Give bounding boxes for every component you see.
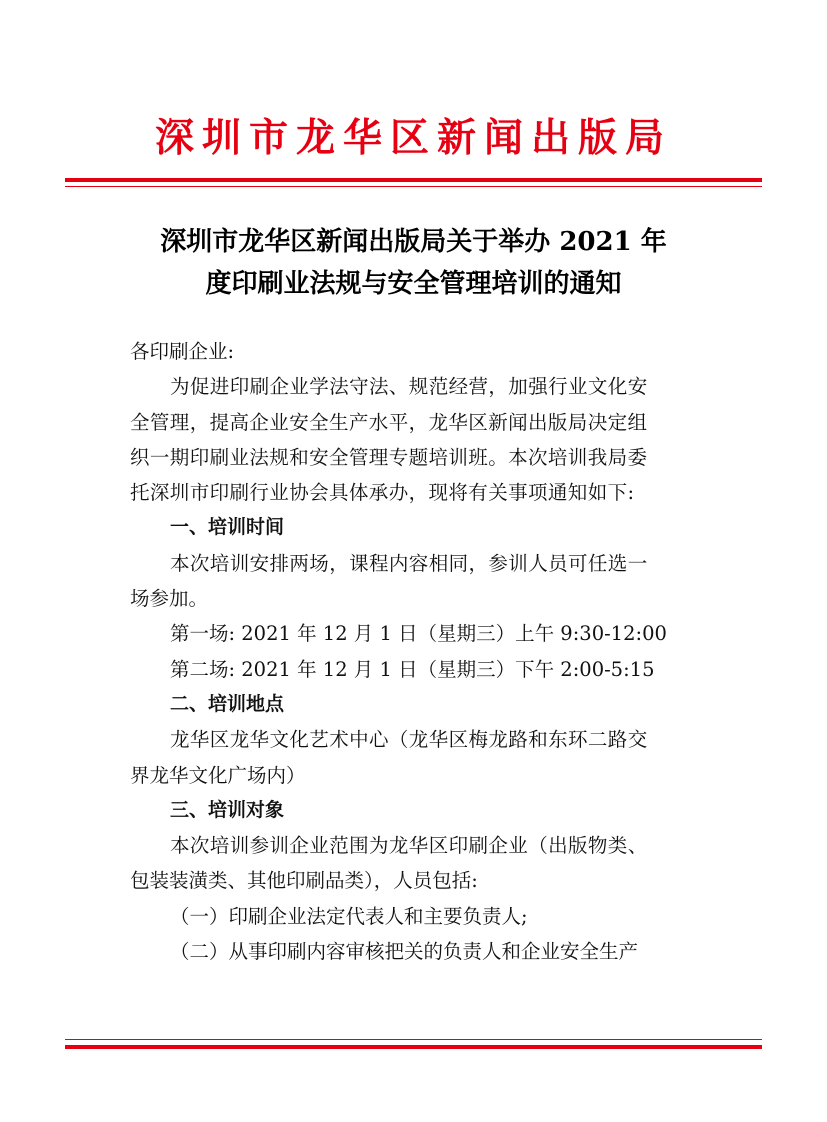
audience-item-2: （二）从事印刷内容审核把关的负责人和企业安全生产 <box>170 940 639 964</box>
intro-line: 托深圳市印刷行业协会具体承办，现将有关事项通知如下: <box>130 481 635 505</box>
title-line-1: 深圳市龙华区新闻出版局关于举办 2021 年 <box>160 227 667 257</box>
section-text: 场参加。 <box>130 587 209 611</box>
section-heading-location: 二、培训地点 <box>170 692 285 715</box>
section-heading-time: 一、培训时间 <box>170 516 285 539</box>
session-first: 第一场: 2021 年 12 月 1 日（星期三）上午 9:30-12:00 <box>170 622 667 646</box>
title-line-2: 度印刷业法规与安全管理培训的通知 <box>205 269 622 299</box>
footer-rule-thin <box>65 1039 762 1040</box>
intro-line: 织一期印刷业法规和安全管理专题培训班。本次培训我局委 <box>130 445 648 469</box>
intro-line: 全管理，提高企业安全生产水平，龙华区新闻出版局决定组 <box>130 410 648 434</box>
section-text: 包装装潢类、其他印刷品类），人员包括: <box>130 869 478 893</box>
document-body <box>130 334 707 969</box>
section-heading-audience: 三、培训对象 <box>170 798 285 821</box>
intro-line: 为促进印刷企业学法守法、规范经营，加强行业文化安 <box>170 375 648 399</box>
salutation: 各印刷企业: <box>130 340 235 363</box>
section-text: 本次培训安排两场，课程内容相同，参训人员可任选一 <box>170 551 648 575</box>
letterhead-rule-thick <box>65 178 762 182</box>
session-second: 第二场: 2021 年 12 月 1 日（星期三）下午 2:00-5:15 <box>170 657 655 681</box>
section-text: 界龙华文化广场内） <box>130 763 306 787</box>
letterhead-org-name: 深圳市龙华区新闻出版局 <box>154 115 672 161</box>
audience-item-1: （一）印刷企业法定代表人和主要负责人; <box>170 904 528 928</box>
document-title <box>100 221 727 305</box>
footer-rule-thick <box>65 1045 762 1049</box>
section-text: 龙华区龙华文化艺术中心（龙华区梅龙路和东环二路交 <box>170 728 648 752</box>
letterhead-rule-thin <box>65 186 762 187</box>
section-text: 本次培训参训企业范围为龙华区印刷企业（出版物类、 <box>170 834 648 858</box>
